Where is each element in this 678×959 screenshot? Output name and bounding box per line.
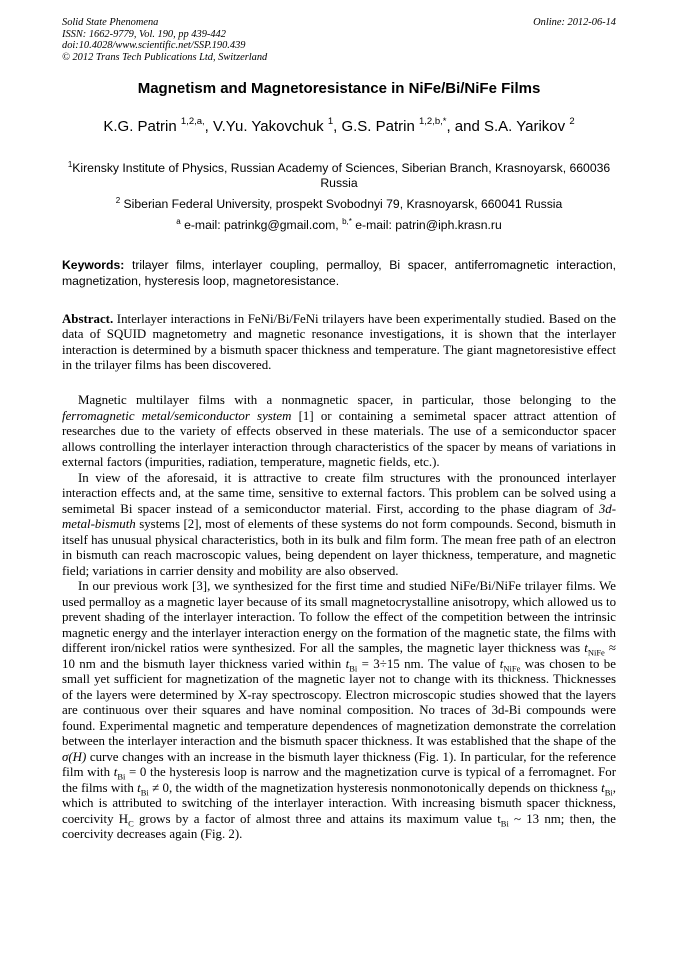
body-text — [62, 393, 616, 843]
text-run: = 3÷15 nm. The value of — [361, 656, 496, 671]
var-t: t — [584, 641, 588, 655]
subscript: NiFe — [503, 663, 521, 674]
keywords — [62, 258, 616, 289]
text-run: ≈ 10 nm and the bismuth layer thickness varied within — [62, 641, 616, 671]
italic-run: ferromagnetic metal/semiconductor system — [62, 408, 292, 423]
affiliation-2 — [62, 197, 616, 212]
italic-run: 3d-metal-bismuth — [62, 501, 616, 531]
abstract — [62, 312, 616, 374]
italic-run: σ(H) — [62, 749, 87, 764]
affiliation-text: Siberian Federal University, prospekt Svobodnyi 79, Krasnoyarsk, 660041 Russia — [123, 197, 563, 211]
author-separator: , — [204, 118, 214, 135]
text-run: , which is attributed to switching of the interlayer interaction. With increasing bismuth spacer thickness, coercivity H — [62, 780, 616, 826]
subscript: Bi — [117, 771, 126, 782]
author-name: K.G. Patrin — [103, 118, 177, 135]
author-name: S.A. Yarikov — [484, 118, 566, 135]
online-date: Online: 2012-06-14 — [533, 17, 616, 28]
author-name: V.Yu. Yakovchuk — [213, 118, 324, 135]
doi: doi:10.4028/www.scientific.net/SSP.190.439 — [62, 40, 246, 52]
text-run: In view of the aforesaid, it is attractive to create film structures with the pronounced interlayer interaction effects and, at the same time, sensitive to external factors. This problem can be solved using a semimetal Bi spacer instead of a semiconductor material. First, according to the phase diagram of — [62, 470, 616, 516]
author-sup: 1,2,a, — [180, 116, 205, 127]
affiliation-sup: 1 — [67, 159, 73, 169]
text-run: systems [2], most of elements of these systems do not form compounds. Second, bismuth in itself has unusual physical characteristics, both in its bulk and film form. The mean free path of an electron in bismuth can reach macroscopic values, being dependent on layer thickness, temperature, and magnetic field; variations in carrier density and mobility are also observed. — [62, 517, 616, 578]
author-sup: 2 — [569, 116, 575, 127]
issn: ISSN: 1662-9779, Vol. 190, pp 439-442 — [62, 28, 226, 40]
author-name: G.S. Patrin — [341, 118, 415, 135]
paragraph — [62, 471, 616, 580]
paragraph — [62, 393, 616, 471]
author-list — [62, 118, 616, 136]
text-run: ~ 13 nm; then, the coercivity decreases again (Fig. 2). — [62, 811, 616, 841]
email-sup: b,* — [342, 216, 352, 226]
author-sup: 1 — [327, 116, 334, 127]
journal-name: Solid State Phenomena — [62, 17, 159, 28]
keywords-label: Keywords: — [62, 258, 125, 272]
author-separator: , and — [446, 118, 484, 135]
text-run: [1] or containing a semimetal spacer attract attention of researches due to the variety of effects observed in these materials. The use of a semiconductor spacer allows controlling the interlayer interaction through characteristics of the spacer by means of variations in external factors (impurities, radiation, temperature, magnetic fields, etc.). — [62, 408, 616, 469]
subscript: NiFe — [587, 647, 605, 658]
subscript: C — [128, 818, 134, 829]
keywords-text: trilayer films, interlayer coupling, permalloy, Bi spacer, antiferromagnetic interaction, magnetization, hysteresis loop, magnetoresistance. — [62, 258, 616, 288]
copyright: © 2012 Trans Tech Publications Ltd, Switzerland — [62, 51, 268, 63]
affiliation-text: Kirensky Institute of Physics, Russian Academy of Sciences, Siberian Branch, Krasnoyarsk, 660036 Russia — [72, 161, 611, 190]
text-run: was chosen to be small yet sufficient for magnetization of the magnetic layer not to change with its thickness. Thicknesses of the layers were determined by X-ray spectroscopy. Electron microscopic studies showed that the layers are continuous over their squares and have nominal composition. No traces of 3d-Bi compounds were found. Experimental magnetic and temperature dependences of magnetization demonstrate the correlation between the interlayer interaction and the bismuth spacer thickness. It was established that the shape of the — [62, 656, 616, 748]
var-t: t — [345, 656, 350, 671]
subscript: Bi — [604, 787, 613, 798]
var-t: t — [499, 656, 504, 671]
text-run: = 0 the hysteresis loop is narrow and the magnetization curve is typical of a ferromagnet. For the films with — [62, 765, 616, 795]
journal-header — [62, 17, 267, 63]
email-link[interactable]: e-mail: patrin@iph.krasn.ru — [355, 218, 502, 232]
text-run: grows by a factor of almost three and attains its maximum value t — [138, 811, 501, 826]
var-t: t — [137, 780, 141, 795]
affiliation-sup: 2 — [115, 195, 121, 205]
affiliation-1 — [62, 161, 616, 191]
var-t: t — [601, 780, 605, 795]
paragraph — [62, 579, 616, 843]
email-sup: a — [176, 216, 181, 226]
subscript: Bi — [349, 663, 358, 674]
abstract-label: Abstract. — [62, 312, 114, 326]
author-separator: , — [333, 118, 342, 135]
subscript: Bi — [140, 787, 149, 798]
text-run: curve changes with an increase in the bismuth layer thickness (Fig. 1). In particular, for the reference film with — [62, 749, 616, 779]
subscript: Bi — [500, 818, 509, 829]
text-run: In our previous work [3], we synthesized for the first time and studied NiFe/Bi/NiFe trilayer films. We used permalloy as a magnetic layer because of its small magnetocrystalline anisotropy, which allowed us to prevent shading of the interlayer interaction. To follow the effect of the competition between the intrinsic magnetic energy and the interlayer interaction energy on the formation of the magnetic state, the films with different iron/nickel ratios were synthesized. For all the samples, the magnetic layer thickness was — [62, 579, 617, 655]
paper-title: Magnetism and Magnetoresistance in NiFe/Bi/NiFe Films — [137, 80, 541, 97]
var-t: t — [113, 765, 118, 779]
text-run: ≠ 0, the width of the magnetization hysteresis nonmonotonically depends on thickness — [152, 780, 598, 795]
author-sup: 1,2,b,* — [419, 116, 447, 127]
email-link[interactable]: e-mail: patrinkg@gmail.com, — [184, 218, 339, 232]
abstract-text: Interlayer interactions in FeNi/Bi/FeNi trilayers have been experimentally studied. Based on the data of SQUID magnetometry and magnetic resonance investigations, it is shown that the interlayer interaction is determined by a bismuth spacer thickness and temperature. The giant magnetoresistive effect in the trilayer films has been discovered. — [62, 312, 616, 373]
text-run: Magnetic multilayer films with a nonmagnetic spacer, in particular, those belonging to the — [78, 393, 616, 407]
email-line — [62, 218, 616, 233]
